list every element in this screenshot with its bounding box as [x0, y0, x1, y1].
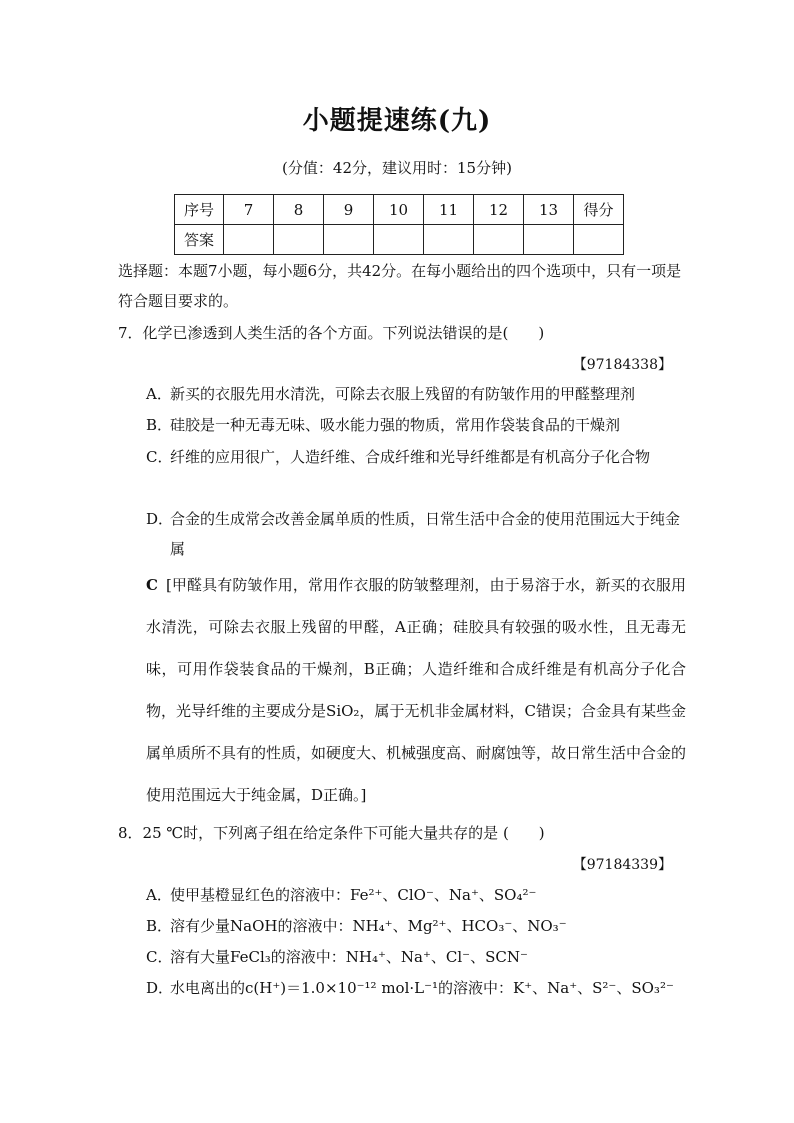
score-table-row-numbers: [175, 195, 624, 225]
question-number-cell: 8: [274, 195, 324, 225]
option-letter: B．: [146, 416, 173, 434]
answer-cell[interactable]: [424, 225, 474, 255]
option-text: 合金的生成常会改善金属单质的性质，日常生活中合金的使用范围远大于纯金属: [170, 510, 681, 558]
question-8-code: 【97184339】: [572, 857, 672, 873]
question-8-option-b: [146, 911, 686, 941]
question-8-option-d: [146, 973, 706, 1003]
score-header-cell: 得分: [574, 195, 624, 225]
question-number-cell: 13: [524, 195, 574, 225]
row-label-answer: 答案: [175, 225, 224, 255]
question-number-cell: 10: [374, 195, 424, 225]
answer-cell[interactable]: [474, 225, 524, 255]
answer-letter: C: [146, 576, 158, 594]
question-8-stem: 8．25 ℃时，下列离子组在给定条件下可能大量共存的是 ( ): [118, 824, 545, 842]
answer-cell[interactable]: [324, 225, 374, 255]
answer-explanation: [甲醛具有防皱作用，常用作衣服的防皱整理剂，由于易溶于水，新买的衣服用水清洗，可除去衣服上残留的甲醛，A正确；硅胶具有较强的吸水性，且无毒无味，可用作袋装食品的干燥剂，B正确；人造纤维和合成纤维是有机高分子化合物，光导纤维的主要成分是SiO₂，属于无机非金属材料，C错误；合金具有某些金属单质所不具有的性质，如硬度大、机械强度高、耐腐蚀等，故日常生活中合金的使用范围远大于纯金属，D正确。]: [146, 576, 687, 804]
question-7-answer: [146, 564, 686, 816]
option-letter: D．: [146, 979, 174, 997]
answer-cell[interactable]: [274, 225, 324, 255]
score-table: [174, 194, 624, 255]
option-text: 新买的衣服先用水清洗，可除去衣服上残留的有防皱作用的甲醛整理剂: [170, 385, 636, 403]
question-number-cell: 7: [224, 195, 274, 225]
question-7-option-d: [146, 504, 690, 564]
answer-cell[interactable]: [224, 225, 274, 255]
question-7-option-a: [146, 379, 686, 409]
option-text: 硅胶是一种无毒无味、吸水能力强的物质，常用作袋装食品的干燥剂: [170, 416, 621, 434]
option-text: 溶有少量NaOH的溶液中：NH₄⁺、Mg²⁺、HCO₃⁻、NO₃⁻: [170, 917, 567, 935]
option-text: 溶有大量FeCl₃的溶液中：NH₄⁺、Na⁺、Cl⁻、SCN⁻: [170, 948, 528, 966]
option-text: 水电离出的c(H⁺)＝1.0×10⁻¹² mol·L⁻¹的溶液中：K⁺、Na⁺、S²⁻、SO₃²⁻: [170, 979, 674, 997]
question-number-cell: 11: [424, 195, 474, 225]
question-7-code: 【97184338】: [572, 357, 672, 373]
page-subtitle: (分值：42分，建议用时：15分钟): [282, 159, 512, 177]
page-title: 小题提速练(九): [302, 106, 492, 136]
option-letter: C．: [146, 448, 173, 466]
question-8-option-a: [146, 880, 686, 910]
score-cell[interactable]: [574, 225, 624, 255]
question-7-option-b: [146, 410, 686, 440]
question-number-cell: 12: [474, 195, 524, 225]
score-table-row-answers: [175, 225, 624, 255]
question-7-stem: 7．化学已渗透到人类生活的各个方面。下列说法错误的是( ): [118, 324, 545, 342]
option-letter: C．: [146, 948, 173, 966]
option-letter: A．: [146, 886, 172, 904]
question-number-cell: 9: [324, 195, 374, 225]
option-text: 使甲基橙显红色的溶液中：Fe²⁺、ClO⁻、Na⁺、SO₄²⁻: [170, 886, 537, 904]
answer-cell[interactable]: [374, 225, 424, 255]
option-letter: D．: [146, 510, 174, 528]
option-text: 纤维的应用很广，人造纤维、合成纤维和光导纤维都是有机高分子化合物: [170, 448, 651, 466]
instructions: 选择题：本题7小题，每小题6分，共42分。在每小题给出的四个选项中，只有一项是符合题目要求的。: [118, 262, 682, 310]
question-8-option-c: [146, 942, 686, 972]
row-label-number: 序号: [175, 195, 224, 225]
option-letter: A．: [146, 385, 172, 403]
question-7-option-c: [146, 442, 690, 472]
answer-cell[interactable]: [524, 225, 574, 255]
option-letter: B．: [146, 917, 173, 935]
